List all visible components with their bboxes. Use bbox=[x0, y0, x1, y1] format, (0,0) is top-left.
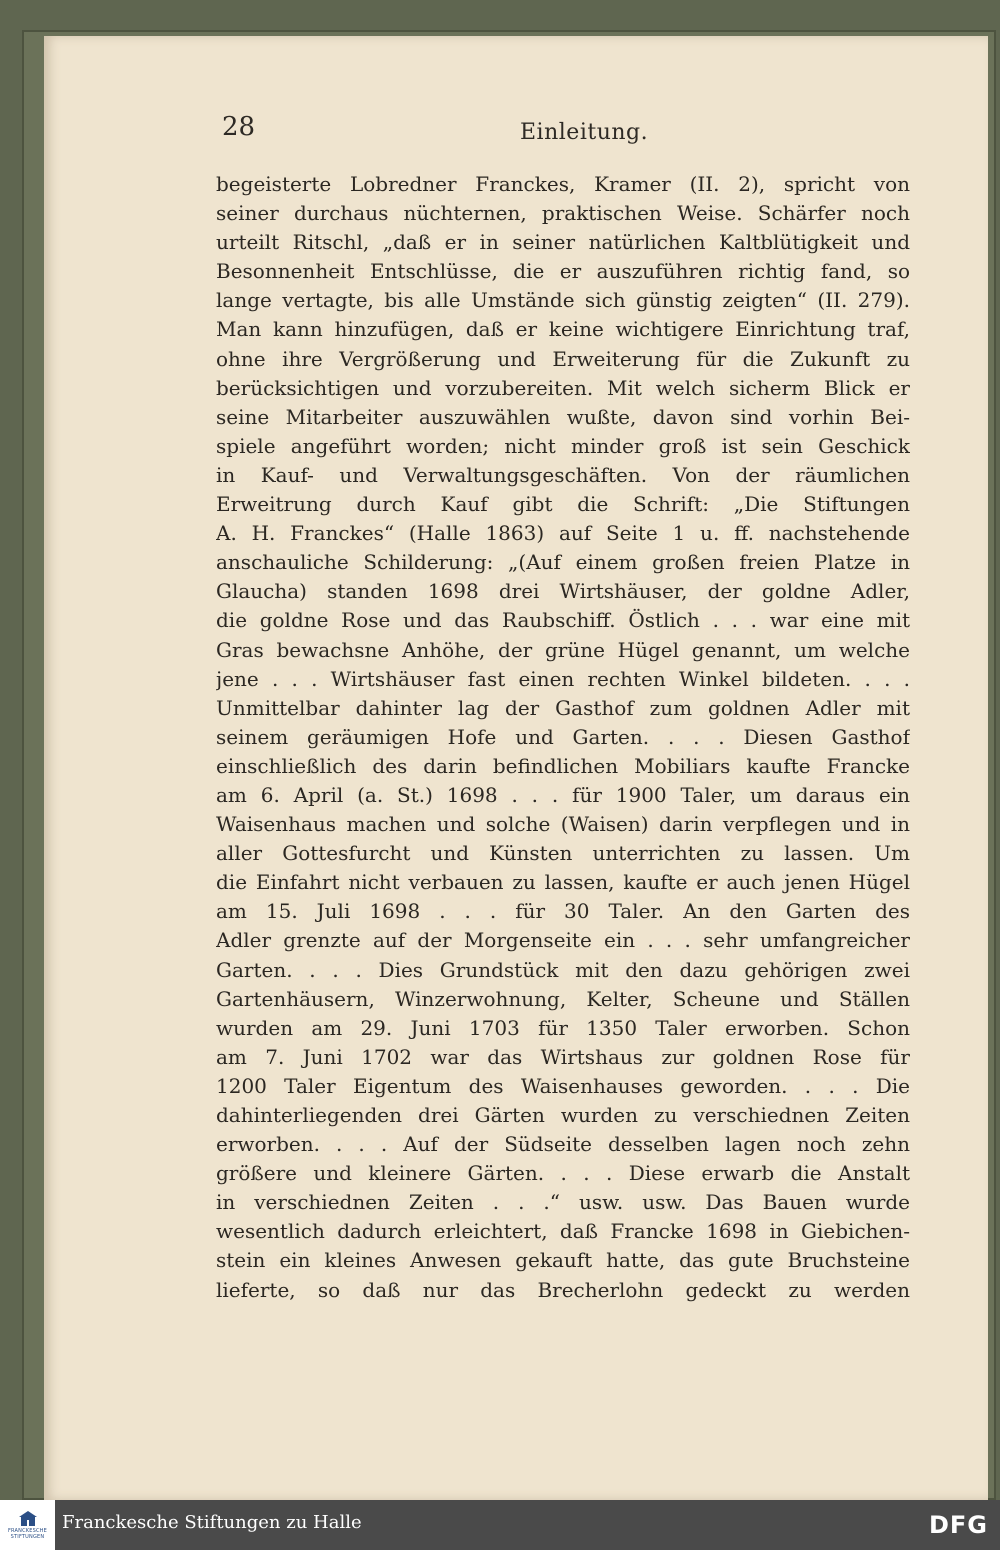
text-line: in verschiednen Zeiten . . .“ usw. usw. Das Bauen wurde bbox=[216, 1190, 910, 1215]
text-line: seinem geräumigen Hofe und Garten. . . . Diesen Gasthof bbox=[216, 724, 910, 749]
text-line: größere und kleinere Gärten. . . . Diese erwarb die Anstalt bbox=[216, 1161, 910, 1186]
text-line: lange vertagte, bis alle Umstände sich günstig zeigten“ (II. 279). bbox=[216, 288, 910, 313]
text-line: Gartenhäusern, Winzerwohnung, Kelter, Scheune und Ställen bbox=[216, 986, 910, 1011]
text-line: aller Gottesfurcht und Künsten unterrichten zu lassen. Um bbox=[216, 841, 910, 866]
text-line: A. H. Franckes“ (Halle 1863) auf Seite 1 u. ff. nachstehende bbox=[216, 521, 910, 546]
text-line: Glaucha) standen 1698 drei Wirtshäuser, der goldne Adler, bbox=[216, 579, 910, 604]
text-line: Adler grenzte auf der Morgenseite ein . . . sehr umfangreicher bbox=[216, 928, 910, 953]
text-line: Man kann hinzufügen, daß er keine wichtigere Einrichtung traf, bbox=[216, 317, 910, 342]
text-line: Garten. . . . Dies Grundstück mit den dazu gehörigen zwei bbox=[216, 957, 910, 982]
text-line: seiner durchaus nüchternen, praktischen Weise. Schärfer noch bbox=[216, 201, 910, 226]
text-line: erworben. . . . Auf der Südseite desselben lagen noch zehn bbox=[216, 1132, 910, 1157]
logo-text-line2: STIFTUNGEN bbox=[10, 1534, 45, 1540]
page-number: 28 bbox=[222, 112, 256, 142]
body-text bbox=[216, 170, 910, 1305]
text-line: die goldne Rose und das Raubschiff. Östlich . . . war eine mit bbox=[216, 608, 910, 633]
text-line: spiele angeführt worden; nicht minder groß ist sein Geschick bbox=[216, 433, 910, 458]
text-line: wurden am 29. Juni 1703 für 1350 Taler erworben. Schon bbox=[216, 1015, 910, 1040]
viewer-footer-bar bbox=[0, 1500, 1000, 1550]
text-line: begeisterte Lobredner Franckes, Kramer (II. 2), spricht von bbox=[216, 172, 910, 196]
text-line: seine Mitarbeiter auszuwählen wußte, davon sind vorhin Bei- bbox=[216, 404, 910, 429]
text-line: in Kauf- und Verwaltungsgeschäften. Von der räumlichen bbox=[216, 462, 910, 487]
text-line: am 7. Juni 1702 war das Wirtshaus zur goldnen Rose für bbox=[216, 1044, 910, 1069]
text-line: berücksichtigen und vorzubereiten. Mit welch sicherm Blick er bbox=[216, 375, 910, 400]
text-line: die Einfahrt nicht verbauen zu lassen, kaufte er auch jenen Hügel bbox=[216, 870, 910, 895]
text-line: jene . . . Wirtshäuser fast einen rechten Winkel bildeten. . . . bbox=[216, 666, 910, 691]
text-line: wesentlich dadurch erleichtert, daß Francke 1698 in Giebichen- bbox=[216, 1219, 910, 1244]
text-line: urteilt Ritschl, „daß er in seiner natürlichen Kaltblütigkeit und bbox=[216, 230, 910, 255]
text-line: stein ein kleines Anwesen gekauft hatte, das gute Bruchsteine bbox=[216, 1248, 910, 1273]
text-line: Besonnenheit Entschlüsse, die er auszuführen richtig fand, so bbox=[216, 259, 910, 284]
text-line: lieferte, so daß nur das Brecherlohn gedeckt zu werden bbox=[216, 1277, 910, 1302]
running-head: Einleitung. bbox=[520, 120, 649, 145]
institution-logo[interactable] bbox=[0, 1500, 55, 1550]
dfg-logo[interactable]: DFG bbox=[928, 1511, 988, 1539]
institution-name[interactable]: Franckesche Stiftungen zu Halle bbox=[62, 1512, 362, 1533]
text-line: anschauliche Schilderung: „(Auf einem großen freien Platze in bbox=[216, 550, 910, 575]
orphanage-building-icon bbox=[17, 1510, 39, 1528]
text-line: 1200 Taler Eigentum des Waisenhauses geworden. . . . Die bbox=[216, 1073, 910, 1098]
logo-text-line1: FRANCKESCHE bbox=[7, 1528, 48, 1534]
text-line: Erweitrung durch Kauf gibt die Schrift: „Die Stiftungen bbox=[216, 492, 910, 517]
text-line: einschließlich des darin befindlichen Mobiliars kaufte Francke bbox=[216, 753, 910, 778]
text-line: dahinterliegenden drei Gärten wurden zu verschiednen Zeiten bbox=[216, 1103, 910, 1127]
text-line: Unmittelbar dahinter lag der Gasthof zum goldnen Adler mit bbox=[216, 695, 910, 720]
text-line: Gras bewachsne Anhöhe, der grüne Hügel genannt, um welche bbox=[216, 637, 910, 662]
text-line: ohne ihre Vergrößerung und Erweiterung für die Zukunft zu bbox=[216, 346, 910, 371]
text-line: Waisenhaus machen und solche (Waisen) darin verpflegen und in bbox=[216, 812, 910, 837]
text-line: am 6. April (a. St.) 1698 . . . für 1900 Taler, um daraus ein bbox=[216, 782, 910, 807]
text-line: am 15. Juli 1698 . . . für 30 Taler. An den Garten des bbox=[216, 899, 910, 924]
